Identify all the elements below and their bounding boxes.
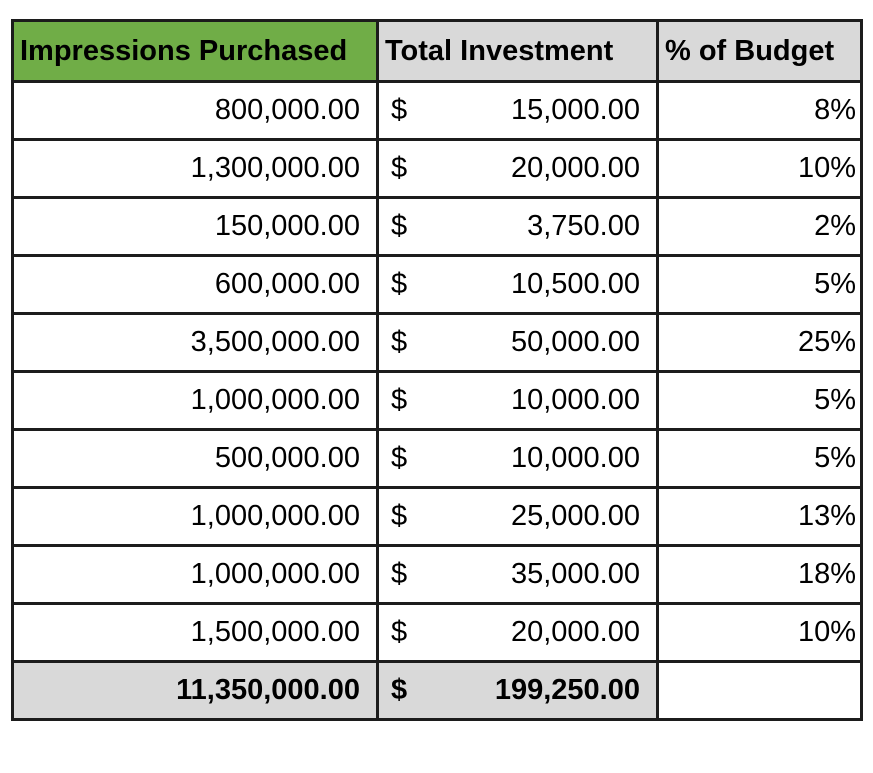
impressions-cell[interactable]: 1,000,000.00 [13, 488, 378, 546]
table-row [13, 488, 862, 546]
header-row [13, 21, 862, 82]
investment-value: 50,000.00 [510, 326, 640, 358]
table-row [13, 256, 862, 314]
impressions-cell[interactable]: 1,000,000.00 [13, 372, 378, 430]
budget-percent-cell[interactable]: 10% [658, 604, 862, 662]
budget-percent-cell[interactable]: 10% [658, 140, 862, 198]
currency-symbol: $ [391, 94, 408, 126]
budget-percent-cell[interactable]: 25% [658, 314, 862, 372]
currency-symbol: $ [391, 152, 408, 184]
investment-cell[interactable] [378, 546, 658, 604]
impressions-cell[interactable]: 1,500,000.00 [13, 604, 378, 662]
table-row [13, 82, 862, 140]
investment-cell[interactable] [378, 256, 658, 314]
header-total-investment[interactable]: Total Investment [378, 21, 658, 82]
investment-cell[interactable] [378, 198, 658, 256]
investment-value: 15,000.00 [510, 94, 640, 126]
budget-percent-cell[interactable]: 5% [658, 372, 862, 430]
investment-value: 10,000.00 [510, 384, 640, 416]
currency-symbol: $ [391, 442, 408, 474]
currency-symbol: $ [391, 210, 408, 242]
table-row [13, 604, 862, 662]
investment-cell[interactable] [378, 82, 658, 140]
investment-value: 20,000.00 [510, 616, 640, 648]
table-row [13, 314, 862, 372]
impressions-cell[interactable]: 800,000.00 [13, 82, 378, 140]
impressions-cell[interactable]: 600,000.00 [13, 256, 378, 314]
impressions-cell[interactable]: 1,300,000.00 [13, 140, 378, 198]
impressions-cell[interactable]: 150,000.00 [13, 198, 378, 256]
investment-cell[interactable] [378, 140, 658, 198]
investment-value: 35,000.00 [510, 558, 640, 590]
header-impressions-purchased[interactable]: Impressions Purchased [13, 21, 378, 82]
header-percent-of-budget[interactable]: % of Budget [658, 21, 862, 82]
currency-symbol: $ [391, 674, 408, 706]
table-row [13, 430, 862, 488]
investment-cell[interactable] [378, 488, 658, 546]
investment-cell[interactable] [378, 430, 658, 488]
budget-percent-cell[interactable]: 8% [658, 82, 862, 140]
table-row [13, 372, 862, 430]
investment-cell[interactable] [378, 604, 658, 662]
table-row [13, 198, 862, 256]
table-row [13, 140, 862, 198]
budget-table [11, 19, 863, 721]
currency-symbol: $ [391, 326, 408, 358]
investment-cell[interactable] [378, 372, 658, 430]
budget-percent-cell[interactable]: 5% [658, 430, 862, 488]
total-investment-value: 199,250.00 [494, 674, 640, 706]
currency-symbol: $ [391, 268, 408, 300]
currency-symbol: $ [391, 616, 408, 648]
impressions-cell[interactable]: 3,500,000.00 [13, 314, 378, 372]
investment-value: 10,500.00 [510, 268, 640, 300]
investment-value: 25,000.00 [510, 500, 640, 532]
table-row [13, 546, 862, 604]
investment-cell[interactable] [378, 314, 658, 372]
total-impressions-cell[interactable]: 11,350,000.00 [13, 662, 378, 720]
budget-percent-cell[interactable]: 2% [658, 198, 862, 256]
currency-symbol: $ [391, 384, 408, 416]
impressions-cell[interactable]: 1,000,000.00 [13, 546, 378, 604]
total-investment-cell[interactable] [378, 662, 658, 720]
total-budget-cell[interactable] [658, 662, 862, 720]
investment-value: 20,000.00 [510, 152, 640, 184]
currency-symbol: $ [391, 558, 408, 590]
budget-percent-cell[interactable]: 13% [658, 488, 862, 546]
investment-value: 3,750.00 [527, 210, 640, 242]
impressions-cell[interactable]: 500,000.00 [13, 430, 378, 488]
investment-value: 10,000.00 [510, 442, 640, 474]
budget-percent-cell[interactable]: 18% [658, 546, 862, 604]
budget-percent-cell[interactable]: 5% [658, 256, 862, 314]
currency-symbol: $ [391, 500, 408, 532]
total-row [13, 662, 862, 720]
